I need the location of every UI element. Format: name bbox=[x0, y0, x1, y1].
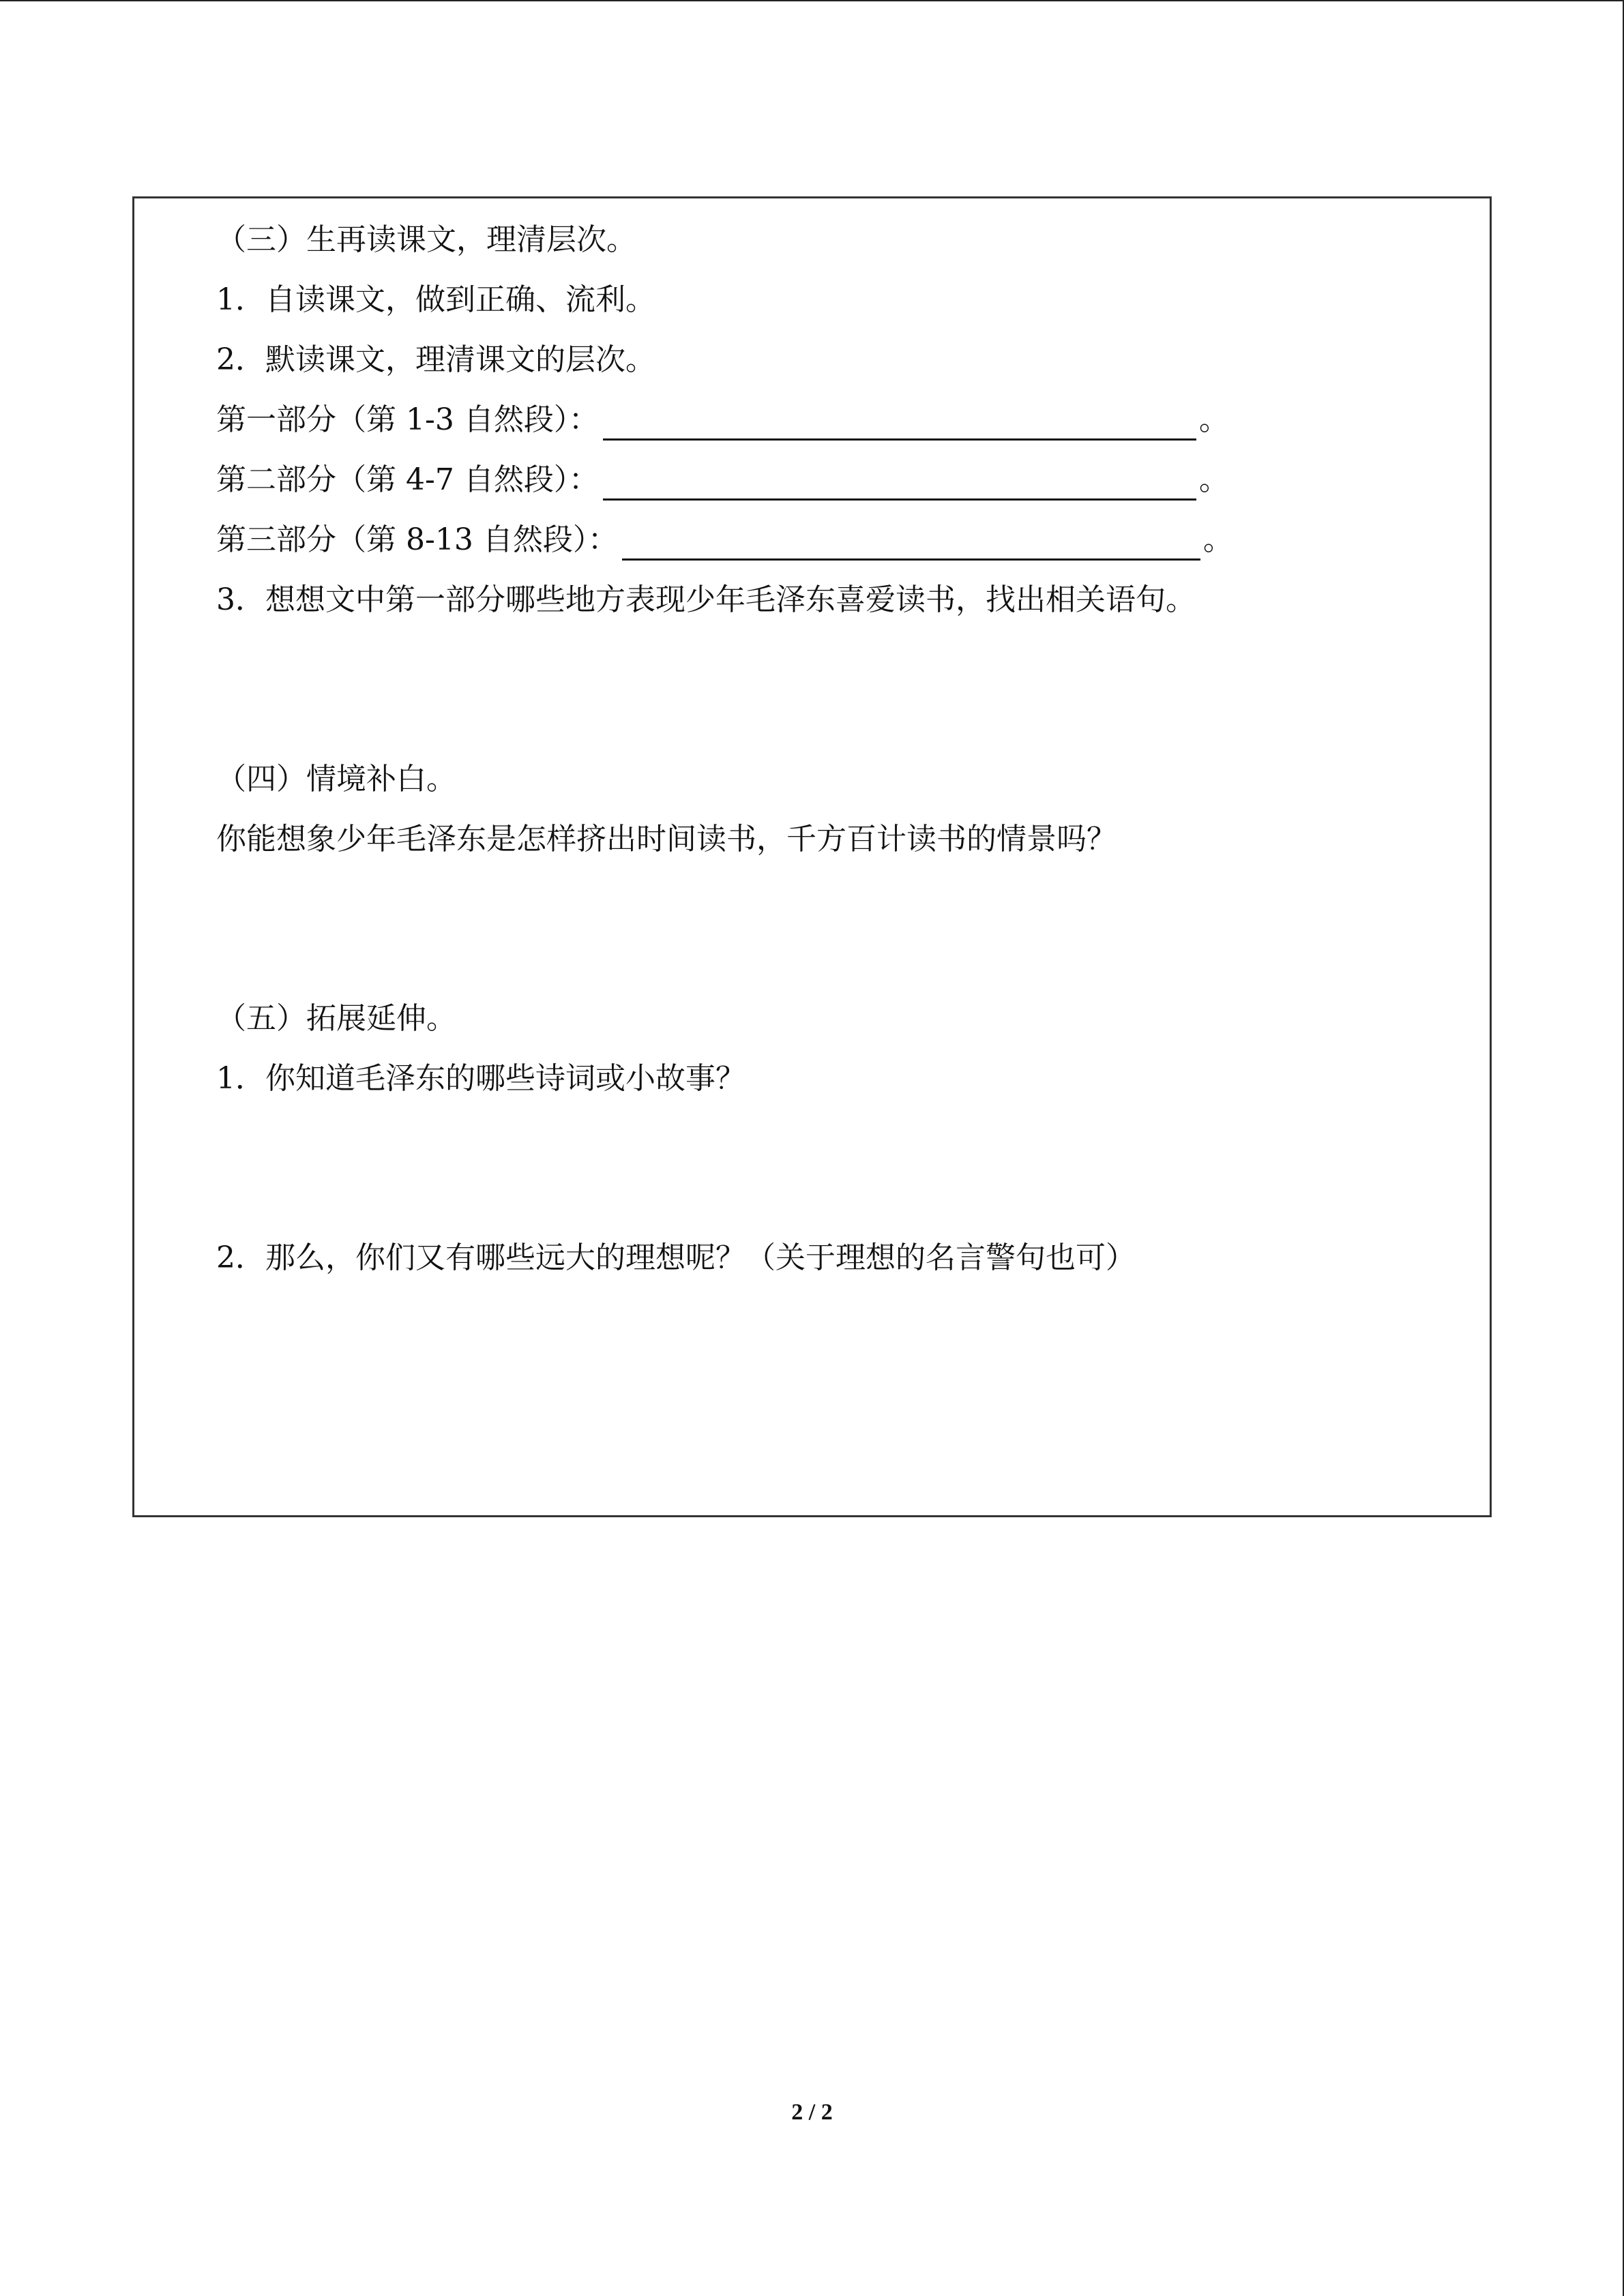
worksheet-box bbox=[132, 196, 1492, 1517]
section4-question: 你能想象少年毛泽东是怎样挤出时间读书，千方百计读书的情景吗？ bbox=[216, 822, 1117, 856]
part3-end-mark: 。 bbox=[1202, 522, 1233, 557]
part3-answer-blank[interactable] bbox=[622, 526, 1200, 561]
part1-row bbox=[216, 400, 1229, 441]
part1-end-mark: 。 bbox=[1198, 402, 1229, 437]
part3-row bbox=[216, 520, 1233, 561]
section5-heading: （五）拓展延伸。 bbox=[216, 1001, 456, 1036]
section4-heading: （四）情境补白。 bbox=[216, 762, 456, 796]
part1-answer-blank[interactable] bbox=[603, 406, 1196, 441]
part2-label: 第二部分（第 4-7 自然段）： bbox=[216, 462, 599, 497]
part3-label: 第三部分（第 8-13 自然段）： bbox=[216, 522, 618, 557]
section3-heading: （三）生再读课文，理清层次。 bbox=[216, 222, 636, 257]
part2-end-mark: 。 bbox=[1198, 462, 1229, 497]
page-top-edge bbox=[0, 0, 1624, 1]
section3-item3: 3．想想文中第一部分哪些地方表现少年毛泽东喜爱读书，找出相关语句。 bbox=[216, 582, 1196, 617]
section5-item2: 2．那么，你们又有哪些远大的理想呢？（关于理想的名言警句也可） bbox=[216, 1240, 1136, 1275]
part2-answer-blank[interactable] bbox=[603, 466, 1196, 501]
part2-row bbox=[216, 460, 1229, 501]
section3-item2: 2．默读课文，理清课文的层次。 bbox=[216, 342, 655, 377]
page-number: 2 / 2 bbox=[791, 2100, 833, 2125]
section5-item1: 1．你知道毛泽东的哪些诗词或小故事？ bbox=[216, 1061, 745, 1096]
section3-item1: 1．自读课文，做到正确、流利。 bbox=[216, 282, 655, 317]
part1-label: 第一部分（第 1-3 自然段）： bbox=[216, 402, 599, 437]
